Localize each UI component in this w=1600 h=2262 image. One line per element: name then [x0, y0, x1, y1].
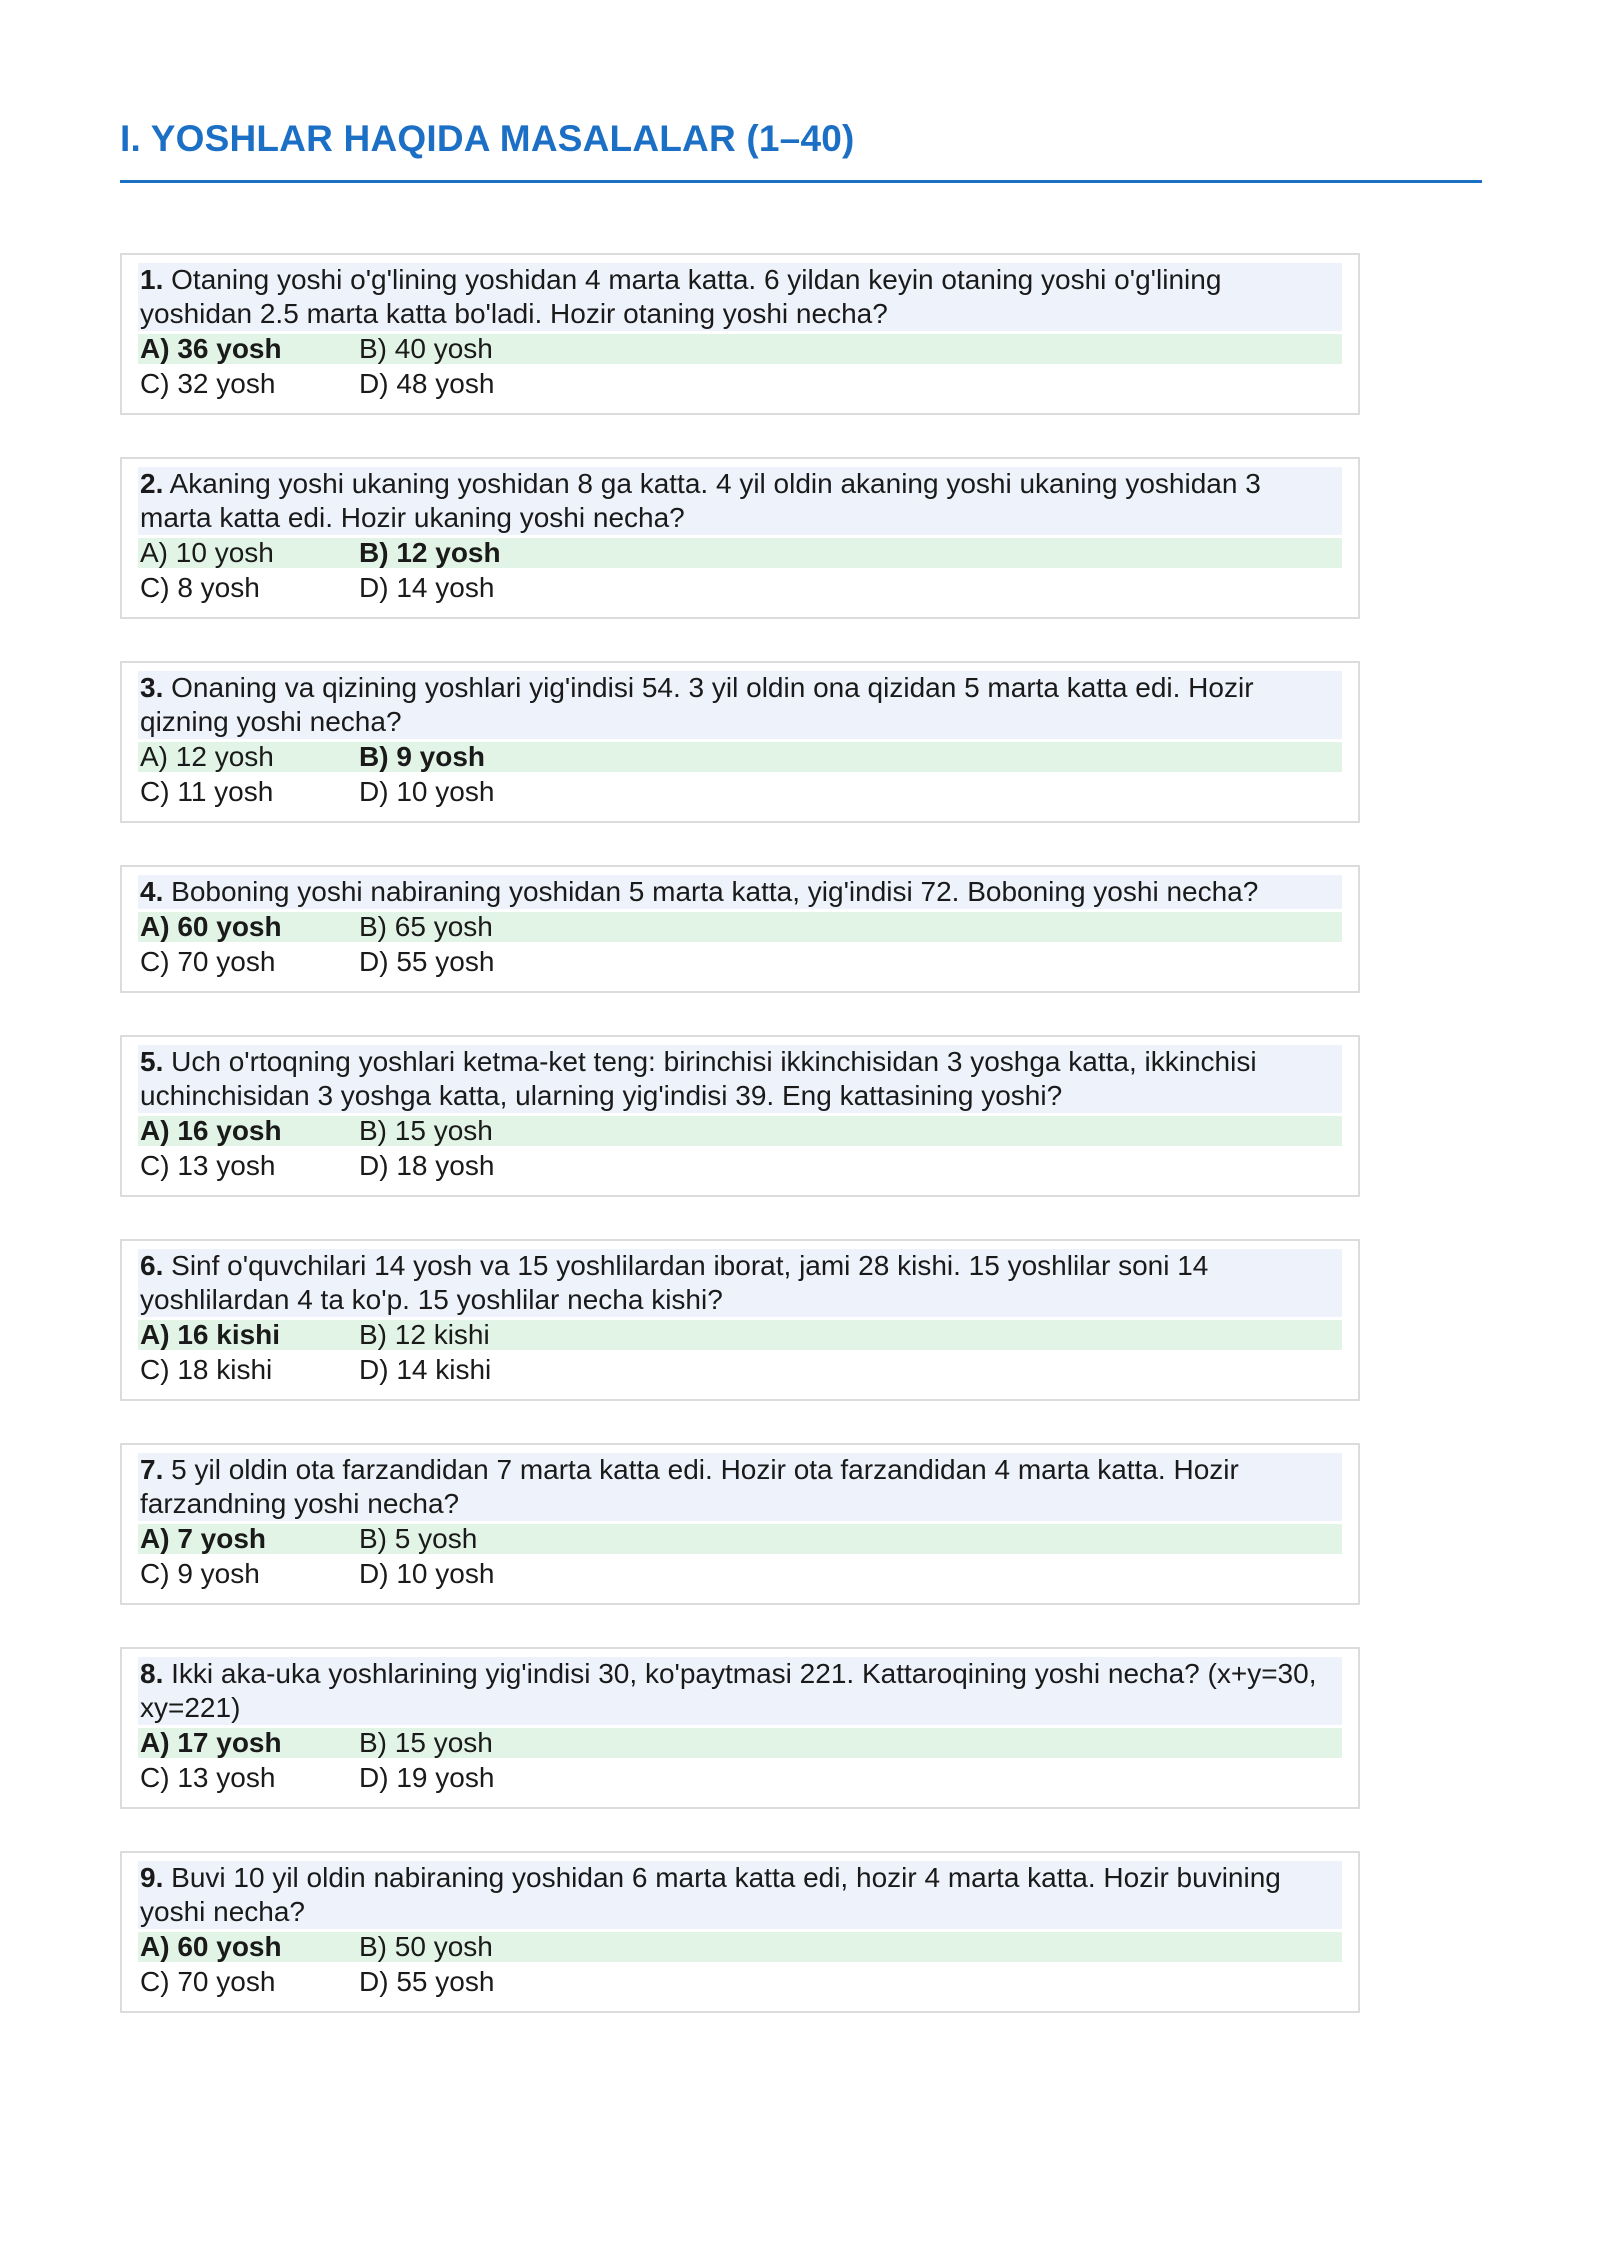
question-body: Otaning yoshi o'g'lining yoshidan 4 marta katta. 6 yildan keyin otaning yoshi o'g'lining yoshidan 2.5 marta katta bo'ladi. Hozir otaning yoshi necha?	[140, 264, 1222, 329]
answer-option-c: C) 70 yosh	[140, 946, 276, 977]
question-card	[120, 865, 1360, 993]
answer-option-c: C) 32 yosh	[140, 368, 276, 399]
options-row	[138, 1932, 1342, 1962]
options-row	[138, 912, 1342, 942]
answer-option-b: B) 15 yosh	[359, 1115, 493, 1146]
question-card	[120, 457, 1360, 619]
question-text	[138, 263, 1342, 331]
question-text	[138, 467, 1342, 535]
question-number: 2.	[140, 468, 164, 499]
question-text	[138, 875, 1342, 909]
page-title: I. YOSHLAR HAQIDA MASALALAR (1–40)	[120, 118, 855, 159]
options-row	[138, 538, 1342, 568]
question-body: Akaning yoshi ukaning yoshidan 8 ga katta. 4 yil oldin akaning yoshi ukaning yoshidan 3 marta katta edi. Hozir ukaning yoshi necha?	[140, 468, 1261, 533]
answer-option-a: A) 60 yosh	[140, 911, 282, 942]
answer-option-b: B) 9 yosh	[359, 741, 486, 772]
answer-option-c: C) 13 yosh	[140, 1762, 276, 1793]
question-card	[120, 1443, 1360, 1605]
answer-option-d: D) 19 yosh	[359, 1762, 495, 1793]
answer-option-b: B) 5 yosh	[359, 1523, 478, 1554]
answer-option-c: C) 8 yosh	[140, 572, 260, 603]
answer-option-a: A) 60 yosh	[140, 1931, 282, 1962]
question-text	[138, 1657, 1342, 1725]
question-card	[120, 1647, 1360, 1809]
options-row	[138, 1524, 1342, 1554]
answer-option-a: A) 36 yosh	[140, 333, 282, 364]
question-text	[138, 1861, 1342, 1929]
answer-option-d: D) 18 yosh	[359, 1150, 495, 1181]
answer-option-a: A) 12 yosh	[140, 741, 274, 772]
answer-option-c: C) 70 yosh	[140, 1966, 276, 1997]
answer-option-d: D) 10 yosh	[359, 776, 495, 807]
question-number: 6.	[140, 1250, 164, 1281]
answer-option-c: C) 13 yosh	[140, 1150, 276, 1181]
question-text	[138, 671, 1342, 739]
question-body: Ikki aka-uka yoshlarining yig'indisi 30, ko'paytmasi 221. Kattaroqining yoshi necha? (x+y=30, xy=221)	[140, 1658, 1317, 1723]
options-row	[138, 1320, 1342, 1350]
question-card	[120, 253, 1360, 415]
title-divider	[120, 180, 1482, 183]
options-row	[138, 1149, 1342, 1183]
answer-option-c: C) 18 kishi	[140, 1354, 273, 1385]
question-text	[138, 1453, 1342, 1521]
question-number: 1.	[140, 264, 164, 295]
question-card	[120, 1035, 1360, 1197]
answer-option-d: D) 10 yosh	[359, 1558, 495, 1589]
answer-option-b: B) 50 yosh	[359, 1931, 493, 1962]
options-row	[138, 1761, 1342, 1795]
question-card	[120, 661, 1360, 823]
answer-option-d: D) 55 yosh	[359, 946, 495, 977]
question-body: Buvi 10 yil oldin nabiraning yoshidan 6 marta katta edi, hozir 4 marta katta. Hozir buvining yoshi necha?	[140, 1862, 1281, 1927]
answer-option-a: A) 16 kishi	[140, 1319, 281, 1350]
options-row	[138, 1728, 1342, 1758]
options-row	[138, 334, 1342, 364]
answer-option-b: B) 15 yosh	[359, 1727, 493, 1758]
question-body: 5 yil oldin ota farzandidan 7 marta katta edi. Hozir ota farzandidan 4 marta katta. Hozir farzandning yoshi necha?	[140, 1454, 1239, 1519]
options-row	[138, 775, 1342, 809]
options-row	[138, 945, 1342, 979]
answer-option-d: D) 48 yosh	[359, 368, 495, 399]
answer-option-d: D) 14 yosh	[359, 572, 495, 603]
answer-option-d: D) 14 kishi	[359, 1354, 492, 1385]
answer-option-b: B) 65 yosh	[359, 911, 493, 942]
answer-option-a: A) 7 yosh	[140, 1523, 267, 1554]
question-number: 5.	[140, 1046, 164, 1077]
question-text	[138, 1045, 1342, 1113]
question-card	[120, 1239, 1360, 1401]
options-row	[138, 1353, 1342, 1387]
options-row	[138, 367, 1342, 401]
question-card	[120, 1851, 1360, 2013]
question-number: 9.	[140, 1862, 164, 1893]
answer-option-b: B) 12 kishi	[359, 1319, 490, 1350]
options-row	[138, 1116, 1342, 1146]
answer-option-a: A) 17 yosh	[140, 1727, 282, 1758]
question-body: Boboning yoshi nabiraning yoshidan 5 marta katta, yig'indisi 72. Boboning yoshi necha?	[171, 876, 1259, 907]
answer-option-b: B) 12 yosh	[359, 537, 501, 568]
answer-option-a: A) 10 yosh	[140, 537, 274, 568]
options-row	[138, 742, 1342, 772]
options-row	[138, 571, 1342, 605]
question-number: 8.	[140, 1658, 164, 1689]
question-number: 7.	[140, 1454, 164, 1485]
options-row	[138, 1965, 1342, 1999]
question-text	[138, 1249, 1342, 1317]
answer-option-c: C) 9 yosh	[140, 1558, 260, 1589]
question-body: Onaning va qizining yoshlari yig'indisi 54. 3 yil oldin ona qizidan 5 marta katta edi. Hozir qizning yoshi necha?	[140, 672, 1254, 737]
question-list	[120, 253, 1360, 2055]
question-number: 3.	[140, 672, 164, 703]
options-row	[138, 1557, 1342, 1591]
answer-option-c: C) 11 yosh	[140, 776, 274, 807]
answer-option-a: A) 16 yosh	[140, 1115, 282, 1146]
answer-option-d: D) 55 yosh	[359, 1966, 495, 1997]
question-body: Sinf o'quvchilari 14 yosh va 15 yoshlilardan iborat, jami 28 kishi. 15 yoshlilar soni 14 yoshlilardan 4 ta ko'p. 15 yoshlilar necha kishi?	[140, 1250, 1209, 1315]
answer-option-b: B) 40 yosh	[359, 333, 493, 364]
question-body: Uch o'rtoqning yoshlari ketma-ket teng: birinchisi ikkinchisidan 3 yoshga katta, ikkinchisi uchinchisidan 3 yoshga katta, ularning yig'indisi 39. Eng kattasining yoshi?	[140, 1046, 1257, 1111]
question-number: 4.	[140, 876, 164, 907]
